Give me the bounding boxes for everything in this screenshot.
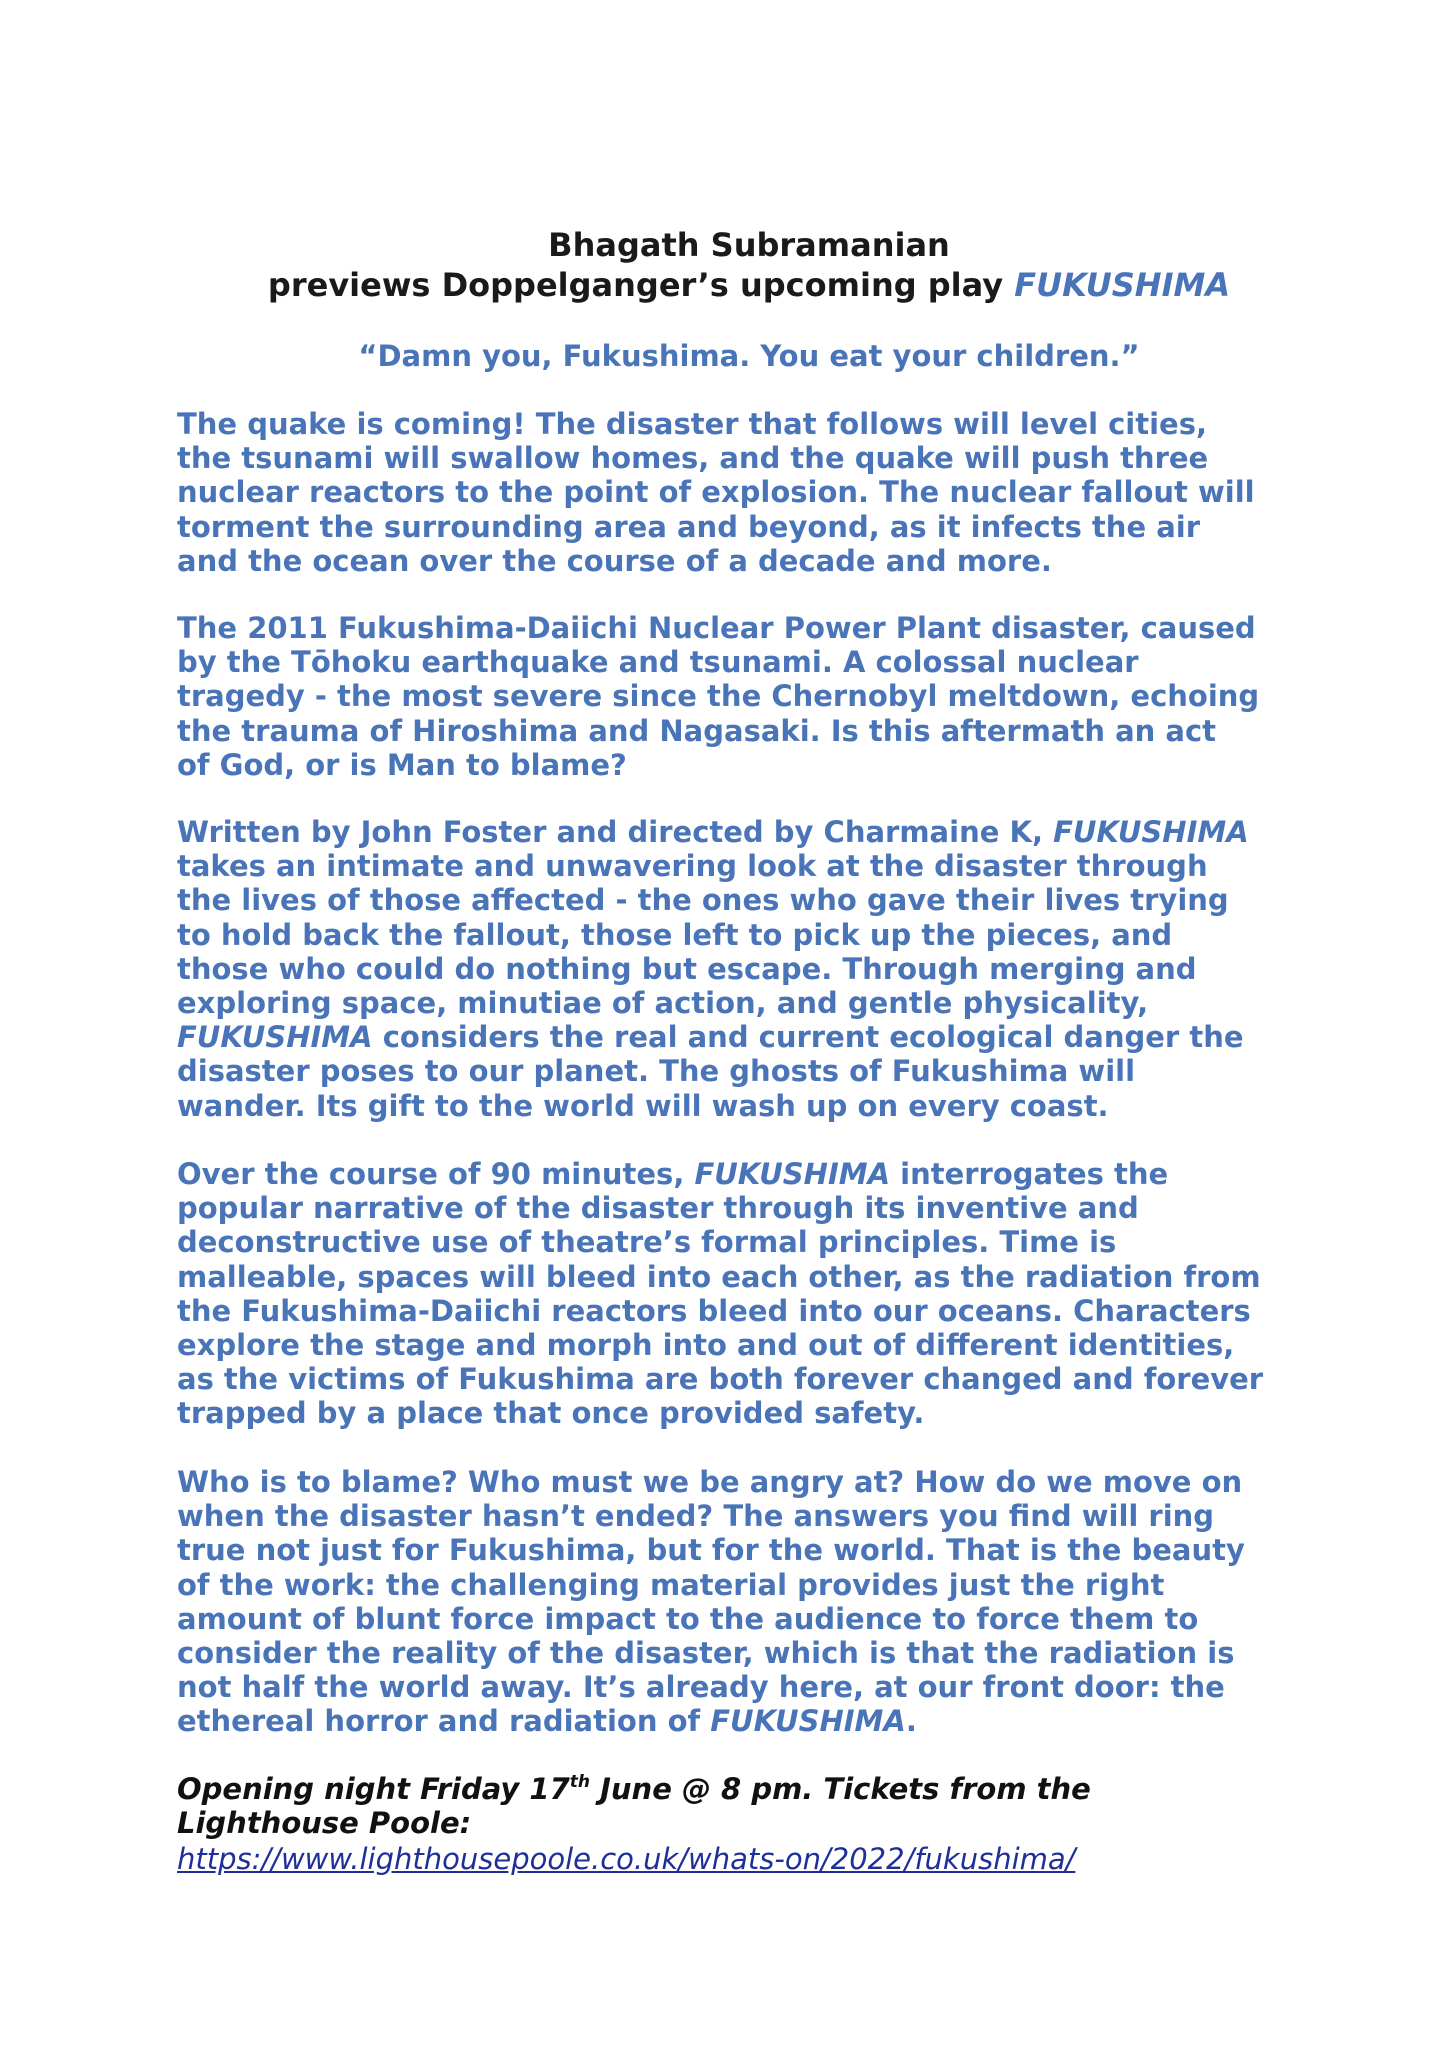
paragraph-staging bbox=[177, 1157, 1307, 1431]
paragraph-line: disaster poses to our planet. The ghosts of Fukushima will bbox=[177, 1054, 1136, 1089]
paragraph-line: when the disaster hasn’t ended? The answers you find will ring bbox=[177, 1499, 1215, 1534]
paragraph-line bbox=[177, 1020, 1307, 1054]
play-title-inline: FUKUSHIMA bbox=[694, 1157, 891, 1191]
paragraph-line: the trauma of Hiroshima and Nagasaki. Is this aftermath an act bbox=[177, 713, 1217, 748]
headline-text: previews Doppelganger’s upcoming play bbox=[267, 266, 1015, 304]
paragraph-line: true not just for Fukushima, but for the world. That is the beauty bbox=[177, 1533, 1245, 1568]
paragraph-line: by the Tōhoku earthquake and tsunami. A colossal nuclear bbox=[177, 645, 1139, 680]
paragraph-line: the Fukushima-Daiichi reactors bleed into our oceans. Characters bbox=[177, 1293, 1251, 1328]
author-line: Bhagath Subramanian bbox=[548, 226, 950, 264]
opening-night-line bbox=[177, 1772, 1307, 1806]
paragraph-line: consider the reality of the disaster, which is that the radiation is bbox=[177, 1636, 1235, 1671]
paragraph-intro bbox=[177, 407, 1307, 578]
line-text: considers the real and current ecological danger the bbox=[372, 1020, 1244, 1055]
paragraph-line: nuclear reactors to the point of explosion. The nuclear fallout will bbox=[177, 475, 1255, 510]
play-title-inline: FUKUSHIMA bbox=[177, 1020, 373, 1055]
paragraph-line: takes an intimate and unwavering look at the disaster through bbox=[177, 849, 1208, 884]
paragraph-line: as the victims of Fukushima are both forever changed and forever bbox=[177, 1362, 1264, 1397]
play-title-inline: FUKUSHIMA bbox=[1053, 815, 1249, 849]
pull-quote: “Damn you, Fukushima. You eat your children.” bbox=[358, 339, 1140, 373]
paragraph-line: the lives of those affected - the ones who gave their lives trying bbox=[177, 883, 1229, 918]
venue-line: Lighthouse Poole: bbox=[177, 1806, 472, 1841]
paragraph-line: The quake is coming! The disaster that follows will level cities, bbox=[177, 407, 1207, 441]
paragraph-line: malleable, spaces will bleed into each other, as the radiation from bbox=[177, 1259, 1261, 1294]
paragraph-line: Who is to blame? Who must we be angry at? How do we move on bbox=[177, 1465, 1243, 1499]
paragraph-line: those who could do nothing but escape. Through merging and bbox=[177, 951, 1197, 986]
paragraph-line: the tsunami will swallow homes, and the quake will push three bbox=[177, 441, 1209, 476]
paragraph-line: trapped by a place that once provided safety. bbox=[177, 1396, 925, 1431]
headline-play-title: FUKUSHIMA bbox=[1014, 266, 1231, 304]
line-text: Over the course of 90 minutes, bbox=[177, 1157, 695, 1191]
tickets-link[interactable]: https://www.lighthousepoole.co.uk/whats-on/2022/fukushima/ bbox=[177, 1842, 1076, 1876]
line-text: ethereal horror and radiation of bbox=[177, 1704, 711, 1739]
paragraph-line bbox=[177, 815, 1307, 849]
play-title-inline: FUKUSHIMA bbox=[710, 1704, 906, 1739]
paragraph-line: and the ocean over the course of a decade and more. bbox=[177, 543, 1052, 578]
paragraph-line: torment the surrounding area and beyond, as it infects the air bbox=[177, 509, 1201, 544]
paragraph-line: of the work: the challenging material provides just the right bbox=[177, 1567, 1165, 1602]
paragraph-line: popular narrative of the disaster through its inventive and bbox=[177, 1191, 1139, 1226]
paragraph-conclusion bbox=[177, 1465, 1307, 1739]
paragraph-line: The 2011 Fukushima-Daiichi Nuclear Power Plant disaster, caused bbox=[177, 611, 1256, 645]
paragraph-line: explore the stage and morph into and out of different identities, bbox=[177, 1328, 1235, 1363]
line-text: Written by John Foster and directed by Charmaine K, bbox=[177, 815, 1054, 849]
paragraph-line: wander. Its gift to the world will wash up on every coast. bbox=[177, 1088, 1109, 1123]
paragraph-line: exploring space, minutiae of action, and gentle physicality, bbox=[177, 986, 1149, 1021]
line-text: June @ 8 pm. Tickets from the bbox=[590, 1772, 1091, 1806]
paragraph-line bbox=[177, 1704, 1307, 1738]
paragraph-line: amount of blunt force impact to the audience to force them to bbox=[177, 1601, 1199, 1636]
line-text: interrogates the bbox=[890, 1157, 1169, 1191]
paragraph-line: to hold back the fallout, those left to pick up the pieces, and bbox=[177, 917, 1173, 952]
date-suffix: th bbox=[569, 1772, 591, 1792]
paragraph-line: of God, or is Man to blame? bbox=[177, 747, 627, 782]
headline bbox=[0, 266, 1448, 304]
paragraph-line bbox=[177, 1157, 1307, 1191]
line-text: . bbox=[905, 1704, 917, 1739]
ticket-info bbox=[177, 1772, 1307, 1840]
paragraph-line: tragedy - the most severe since the Chernobyl meltdown, echoing bbox=[177, 679, 1260, 714]
paragraph-line: not half the world away. It’s already here, at our front door: the bbox=[177, 1670, 1225, 1705]
line-text: Opening night Friday 17 bbox=[177, 1772, 570, 1806]
paragraph-background bbox=[177, 611, 1307, 782]
paragraph-line: deconstructive use of theatre’s formal principles. Time is bbox=[177, 1225, 1117, 1260]
paragraph-credits bbox=[177, 815, 1307, 1123]
